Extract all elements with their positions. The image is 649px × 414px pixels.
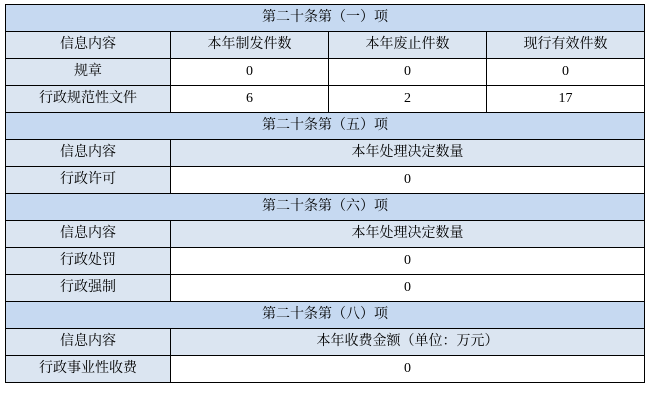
cell-administrative-license-count: 0: [171, 167, 645, 194]
column-header-abolished-count: 本年废止件数: [329, 32, 487, 59]
table-row: [6, 140, 645, 167]
cell-normative-issued: 6: [171, 86, 329, 113]
section-title-item-1: 第二十条第（一）项: [6, 5, 645, 32]
cell-regulations-effective: 0: [487, 59, 645, 86]
table-row: [6, 221, 645, 248]
column-header-fee-amount: 本年收费金额（单位：万元）: [171, 329, 645, 356]
cell-administrative-enforcement-count: 0: [171, 275, 645, 302]
row-label-regulations: 规章: [6, 59, 171, 86]
cell-administrative-penalty-count: 0: [171, 248, 645, 275]
column-header-info-content-6: 信息内容: [6, 221, 171, 248]
row-label-administrative-penalty: 行政处罚: [6, 248, 171, 275]
column-header-decisions-count-6: 本年处理决定数量: [171, 221, 645, 248]
row-label-administrative-license: 行政许可: [6, 167, 171, 194]
section-title-item-5: 第二十条第（五）项: [6, 113, 645, 140]
column-header-info-content-8: 信息内容: [6, 329, 171, 356]
row-label-administrative-enforcement: 行政强制: [6, 275, 171, 302]
cell-normative-abolished: 2: [329, 86, 487, 113]
table-body: [6, 5, 645, 383]
table-row: [6, 356, 645, 383]
table-row: [6, 248, 645, 275]
table-row: [6, 59, 645, 86]
column-header-effective-count: 现行有效件数: [487, 32, 645, 59]
row-label-administrative-fees: 行政事业性收费: [6, 356, 171, 383]
table-row: [6, 194, 645, 221]
section-title-item-6: 第二十条第（六）项: [6, 194, 645, 221]
table-row: [6, 275, 645, 302]
table-row: [6, 5, 645, 32]
column-header-info-content: 信息内容: [6, 32, 171, 59]
table-row: [6, 32, 645, 59]
column-header-info-content-5: 信息内容: [6, 140, 171, 167]
table-row: [6, 167, 645, 194]
table-row: [6, 86, 645, 113]
government-disclosure-table: [5, 4, 645, 383]
cell-normative-effective: 17: [487, 86, 645, 113]
table-row: [6, 329, 645, 356]
table-row: [6, 302, 645, 329]
row-label-normative-documents: 行政规范性文件: [6, 86, 171, 113]
cell-regulations-abolished: 0: [329, 59, 487, 86]
section-title-item-8: 第二十条第（八）项: [6, 302, 645, 329]
cell-administrative-fees-amount: 0: [171, 356, 645, 383]
column-header-issued-count: 本年制发件数: [171, 32, 329, 59]
table-row: [6, 113, 645, 140]
column-header-decisions-count-5: 本年处理决定数量: [171, 140, 645, 167]
cell-regulations-issued: 0: [171, 59, 329, 86]
